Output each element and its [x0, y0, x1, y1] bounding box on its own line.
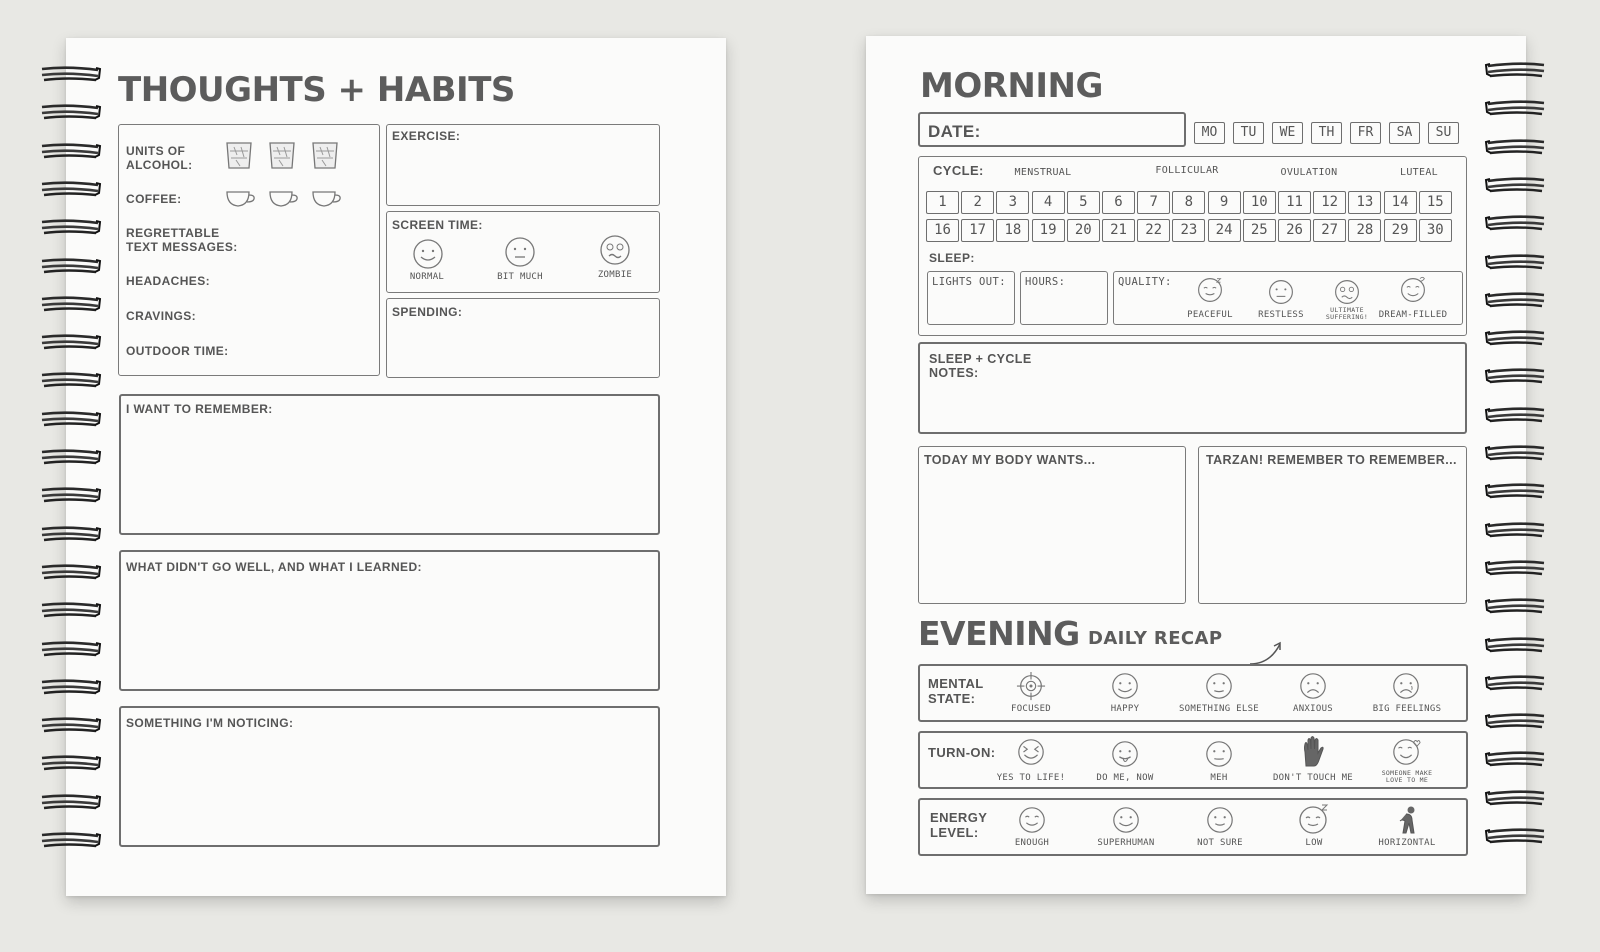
- regrettable-texts-label: REGRETTABLE TEXT MESSAGES:: [126, 226, 238, 254]
- spiral-coil-icon: [1484, 713, 1548, 729]
- spiral-coil-icon: [1484, 177, 1548, 193]
- unsure-face-icon[interactable]: [1205, 805, 1235, 835]
- spiral-coil-icon: [1484, 828, 1548, 844]
- evening-title: EVENING: [918, 614, 1080, 653]
- love-face-icon[interactable]: [1391, 737, 1421, 767]
- spiral-coil-icon: [38, 296, 102, 312]
- morning-title: MORNING: [920, 66, 1103, 106]
- spiral-coil-icon: [38, 181, 102, 197]
- weekday-fr[interactable]: FR: [1350, 122, 1381, 144]
- energy-level-row: [918, 798, 1468, 856]
- sleepy-face-icon[interactable]: [1298, 803, 1330, 835]
- mental-focused: FOCUSED: [1010, 704, 1052, 714]
- spiral-coil-icon: [38, 679, 102, 695]
- energy-enough: ENOUGH: [1014, 838, 1050, 848]
- spiral-coil-icon: [1484, 215, 1548, 231]
- spiral-coil-icon: [38, 487, 102, 503]
- spiral-coil-icon: [1484, 292, 1548, 308]
- weekday-th[interactable]: TH: [1311, 122, 1342, 144]
- weekday-we[interactable]: WE: [1272, 122, 1303, 144]
- cycle-day-9[interactable]: 9: [1208, 191, 1241, 214]
- spiral-coil-icon: [38, 104, 102, 120]
- turn-on-label: TURN-ON:: [928, 745, 996, 760]
- collapsed-figure-icon[interactable]: [1394, 805, 1420, 835]
- crying-face-icon[interactable]: [1391, 671, 1421, 701]
- whisky-glass-icon[interactable]: [267, 139, 297, 171]
- left-notebook-page: [66, 38, 726, 896]
- cycle-day-10[interactable]: 10: [1243, 191, 1276, 214]
- coffee-label: COFFEE:: [126, 192, 182, 206]
- spiral-coil-icon: [38, 372, 102, 388]
- weekday-mo[interactable]: MO: [1194, 122, 1225, 144]
- cycle-day-29[interactable]: 29: [1384, 219, 1417, 242]
- turn-on-meh: MEH: [1210, 773, 1228, 783]
- smiley-face-icon[interactable]: [599, 234, 631, 266]
- spiral-coil-icon: [38, 564, 102, 580]
- cycle-day-20[interactable]: 20: [1067, 219, 1100, 242]
- weekday-sa[interactable]: SA: [1389, 122, 1420, 144]
- spiral-coil-icon: [1484, 330, 1548, 346]
- headaches-label: HEADACHES:: [126, 274, 211, 288]
- phase-ovulation: OVULATION: [1280, 167, 1338, 178]
- date-field[interactable]: [918, 112, 1186, 147]
- cycle-day-17[interactable]: 17: [961, 219, 994, 242]
- cycle-day-8[interactable]: 8: [1172, 191, 1205, 214]
- spiral-coil-icon: [1484, 598, 1548, 614]
- cycle-day-19[interactable]: 19: [1032, 219, 1065, 242]
- cycle-day-4[interactable]: 4: [1032, 191, 1065, 214]
- screen-option-zombie: ZOMBIE: [597, 270, 633, 280]
- spiral-coil-icon: [38, 143, 102, 159]
- cravings-label: CRAVINGS:: [126, 309, 197, 323]
- cycle-day-21[interactable]: 21: [1102, 219, 1135, 242]
- cycle-day-6[interactable]: 6: [1102, 191, 1135, 214]
- cycle-day-16[interactable]: 16: [926, 219, 959, 242]
- cycle-day-13[interactable]: 13: [1348, 191, 1381, 214]
- lights-out-label: LIGHTS OUT:: [932, 276, 1006, 288]
- alcohol-label: UNITS OF ALCOHOL:: [126, 144, 193, 172]
- cycle-day-27[interactable]: 27: [1313, 219, 1346, 242]
- turn-on-dont-touch-me: DON'T TOUCH ME: [1272, 773, 1354, 783]
- target-icon[interactable]: [1016, 671, 1046, 701]
- sleep-label: SLEEP:: [929, 251, 975, 265]
- hours-field[interactable]: [1020, 271, 1108, 325]
- mental-anxious: ANXIOUS: [1292, 704, 1334, 714]
- cycle-day-12[interactable]: 12: [1313, 191, 1346, 214]
- date-label: DATE:: [928, 122, 981, 141]
- content-face-icon[interactable]: [1017, 805, 1047, 835]
- turn-on-row: [918, 731, 1468, 789]
- spiral-coil-icon: [38, 411, 102, 427]
- coffee-cup-icon[interactable]: [267, 189, 301, 209]
- screen-time-box[interactable]: [386, 211, 660, 293]
- spiral-coil-icon: [1484, 368, 1548, 384]
- restless-face-icon[interactable]: [1267, 278, 1295, 306]
- spiral-coil-icon: [1484, 139, 1548, 155]
- spiral-coil-icon: [38, 258, 102, 274]
- energy-not-sure: NOT SURE: [1197, 838, 1243, 848]
- cycle-day-7[interactable]: 7: [1137, 191, 1170, 214]
- whisky-glass-icon[interactable]: [310, 139, 340, 171]
- spiral-coil-icon: [1484, 522, 1548, 538]
- smiley-face-icon[interactable]: [1204, 671, 1234, 701]
- spiral-coil-icon: [1484, 637, 1548, 653]
- turn-on-someone-make-love: SOMEONE MAKE LOVE TO ME: [1381, 769, 1433, 785]
- screen-option-normal: NORMAL: [409, 272, 445, 282]
- sleep-cycle-notes-box[interactable]: [918, 342, 1467, 434]
- tongue-face-icon[interactable]: [1110, 739, 1140, 769]
- spiral-coil-icon: [38, 832, 102, 848]
- tarzan-box[interactable]: [1198, 446, 1467, 604]
- exercise-box[interactable]: [386, 124, 660, 206]
- remember-label: I WANT TO REMEMBER:: [126, 402, 273, 416]
- spiral-coil-icon: [1484, 675, 1548, 691]
- cycle-day-30[interactable]: 30: [1419, 219, 1452, 242]
- energy-horizontal: HORIZONTAL: [1378, 838, 1436, 848]
- smiley-face-icon[interactable]: [412, 238, 444, 270]
- cycle-day-26[interactable]: 26: [1278, 219, 1311, 242]
- cycle-day-5[interactable]: 5: [1067, 191, 1100, 214]
- cycle-day-22[interactable]: 22: [1137, 219, 1170, 242]
- cycle-day-15[interactable]: 15: [1419, 191, 1452, 214]
- raised-hand-icon[interactable]: [1300, 736, 1326, 768]
- spiral-coil-icon: [38, 334, 102, 350]
- quality-peaceful: PEACEFUL: [1187, 310, 1233, 320]
- cycle-day-11[interactable]: 11: [1278, 191, 1311, 214]
- mental-state-row: [918, 664, 1468, 722]
- quality-restless: RESTLESS: [1258, 310, 1304, 320]
- cycle-day-14[interactable]: 14: [1384, 191, 1417, 214]
- quality-label: QUALITY:: [1118, 276, 1172, 288]
- screen-time-label: SCREEN TIME:: [392, 218, 483, 232]
- spiral-coil-icon: [38, 794, 102, 810]
- learned-label: WHAT DIDN'T GO WELL, AND WHAT I LEARNED:: [126, 560, 422, 574]
- phase-menstrual: MENSTRUAL: [1014, 167, 1072, 178]
- turn-on-yes-to-life: YES TO LIFE!: [996, 773, 1066, 783]
- mental-state-label: MENTAL STATE:: [928, 676, 984, 706]
- sad-face-icon[interactable]: [1298, 671, 1328, 701]
- smiley-face-icon[interactable]: [504, 236, 536, 268]
- sleep-cycle-notes-label: SLEEP + CYCLE NOTES:: [929, 352, 1032, 381]
- lights-out-field[interactable]: [927, 271, 1015, 325]
- cycle-day-2[interactable]: 2: [961, 191, 994, 214]
- outdoor-time-label: OUTDOOR TIME:: [126, 344, 229, 358]
- right-notebook-page: [866, 36, 1526, 894]
- spiral-coil-icon: [38, 449, 102, 465]
- coffee-cup-icon[interactable]: [310, 189, 344, 209]
- mental-happy: HAPPY: [1110, 704, 1140, 714]
- screen-option-bit-much: BIT MUCH: [497, 272, 543, 282]
- cycle-day-25[interactable]: 25: [1243, 219, 1276, 242]
- suffering-face-icon[interactable]: [1333, 278, 1361, 306]
- spiral-coil-icon: [1484, 62, 1548, 78]
- learned-box[interactable]: [119, 550, 660, 691]
- spending-label: SPENDING:: [392, 305, 463, 319]
- sleep-quality-box: [1113, 271, 1463, 325]
- spiral-coil-icon: [38, 602, 102, 618]
- cycle-day-23[interactable]: 23: [1172, 219, 1205, 242]
- spiral-coil-icon: [1484, 483, 1548, 499]
- weekday-tu[interactable]: TU: [1233, 122, 1264, 144]
- coffee-cup-icon[interactable]: [224, 189, 258, 209]
- excited-face-icon[interactable]: [1016, 737, 1046, 767]
- cycle-day-18[interactable]: 18: [996, 219, 1029, 242]
- phase-luteal: LUTEAL: [1400, 167, 1438, 178]
- spiral-coil-icon: [1484, 254, 1548, 270]
- spiral-coil-icon: [38, 641, 102, 657]
- whisky-glass-icon[interactable]: [224, 139, 254, 171]
- smiley-face-icon[interactable]: [1110, 671, 1140, 701]
- curved-arrow-icon: [1248, 640, 1284, 666]
- hours-label: HOURS:: [1025, 276, 1066, 288]
- spiral-coil-icon: [38, 219, 102, 235]
- cycle-day-3[interactable]: 3: [996, 191, 1029, 214]
- spiral-coil-icon: [38, 717, 102, 733]
- turn-on-do-me-now: DO ME, NOW: [1096, 773, 1154, 783]
- spiral-coil-icon: [38, 526, 102, 542]
- cycle-day-1[interactable]: 1: [926, 191, 959, 214]
- spiral-coil-icon: [1484, 751, 1548, 767]
- mental-something-else: SOMETHING ELSE: [1178, 704, 1260, 714]
- energy-superhuman: SUPERHUMAN: [1097, 838, 1155, 848]
- cycle-day-24[interactable]: 24: [1208, 219, 1241, 242]
- daily-recap-subtitle: DAILY RECAP: [1088, 628, 1223, 649]
- spiral-coil-icon: [38, 66, 102, 82]
- noticing-box[interactable]: [119, 706, 660, 847]
- quality-dream-filled: DREAM-FILLED: [1378, 310, 1448, 320]
- cycle-sleep-box: [918, 156, 1467, 336]
- spiral-coil-icon: [38, 755, 102, 771]
- spiral-coil-icon: [1484, 445, 1548, 461]
- spiral-coil-icon: [1484, 100, 1548, 116]
- quality-ultimate-suffering: ULTIMATE SUFFERING!: [1325, 306, 1369, 322]
- neutral-face-icon[interactable]: [1204, 739, 1234, 769]
- weekday-su[interactable]: SU: [1428, 122, 1459, 144]
- remember-box[interactable]: [119, 394, 660, 535]
- energy-level-label: ENERGY LEVEL:: [930, 810, 988, 840]
- exercise-label: EXERCISE:: [392, 129, 461, 143]
- cycle-day-28[interactable]: 28: [1348, 219, 1381, 242]
- page-title: THOUGHTS + HABITS: [118, 70, 515, 110]
- energy-low: LOW: [1305, 838, 1323, 848]
- peaceful-face-icon[interactable]: [1196, 276, 1224, 304]
- tarzan-label: TARZAN! REMEMBER TO REMEMBER...: [1206, 453, 1457, 467]
- body-wants-label: TODAY MY BODY WANTS...: [924, 453, 1096, 467]
- cycle-label: CYCLE:: [933, 163, 984, 178]
- spiral-coil-icon: [1484, 790, 1548, 806]
- noticing-label: SOMETHING I'M NOTICING:: [126, 716, 294, 730]
- dreamy-face-icon[interactable]: [1399, 276, 1427, 304]
- habits-box[interactable]: [118, 124, 380, 376]
- spiral-coil-icon: [1484, 560, 1548, 576]
- spending-box[interactable]: [386, 298, 660, 378]
- smiley-face-icon[interactable]: [1111, 805, 1141, 835]
- spiral-coil-icon: [1484, 407, 1548, 423]
- body-wants-box[interactable]: [918, 446, 1186, 604]
- mental-big-feelings: BIG FEELINGS: [1372, 704, 1442, 714]
- phase-follicular: FOLLICULAR: [1155, 165, 1219, 176]
